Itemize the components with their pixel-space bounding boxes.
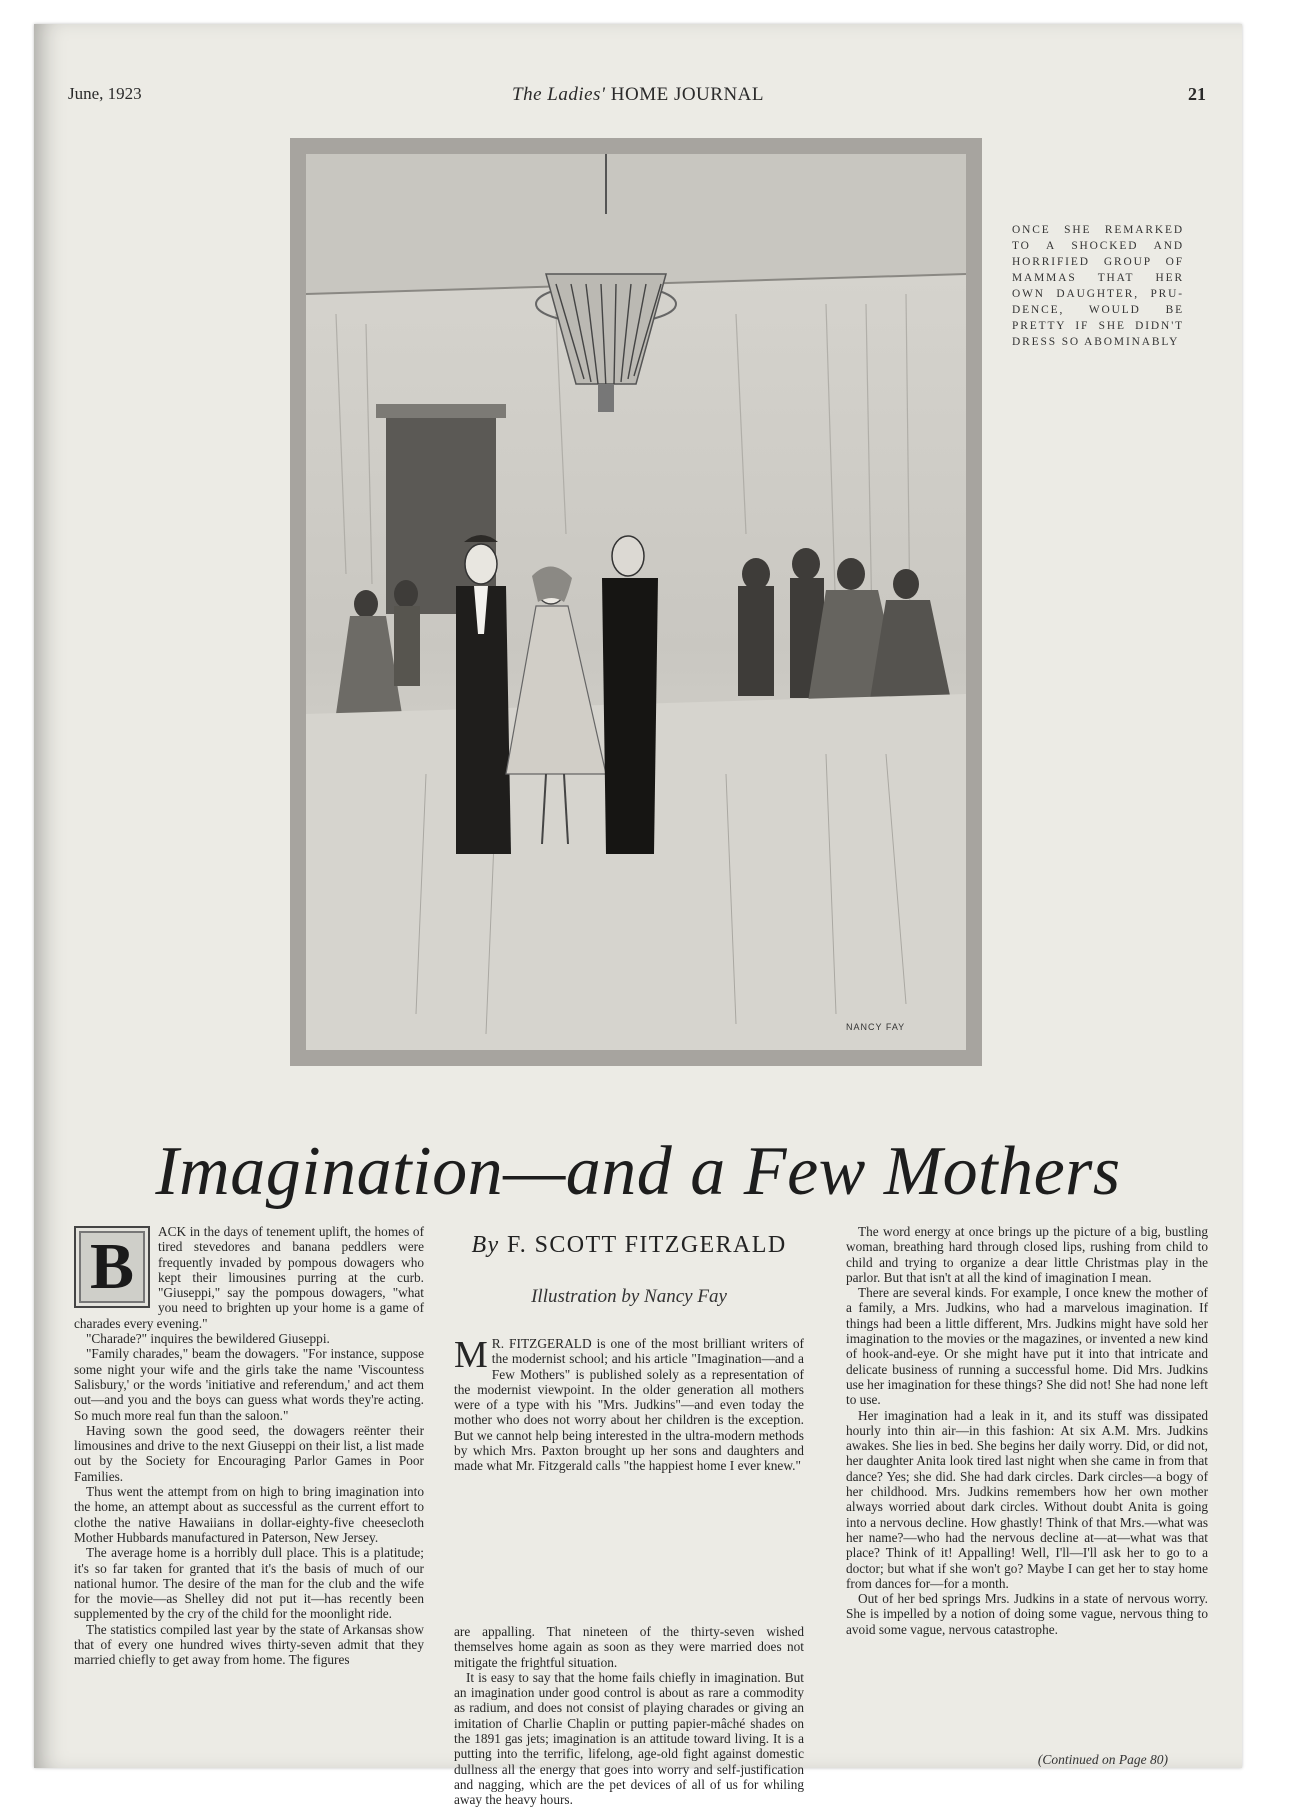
magazine-page (34, 24, 1242, 1808)
paragraph: Out of her bed springs Mrs. Judkins in a state of nervous worry. She is impelled by a notion of doing some vague, nervous thing to avoid some vague, nervous catastrophe. (846, 1591, 1208, 1637)
byline-by: By (471, 1232, 500, 1258)
paragraph: Having sown the good seed, the dowagers reënter their limousines and drive to the next Giuseppi on their list, a list made out by the Society for Encouraging Parlor Games in Poor Families. (74, 1422, 424, 1484)
artist-signature: NANCY FAY (846, 1022, 906, 1032)
illustration-caption: ONCE SHE REMARKED TO A SHOCKED AND HORRIFIED GROUP OF MAMMAS THAT HER OWN DAUGHTER, PRU-DENCE, WOULD BE PRETTY IF SHE DIDN'T DRESS SO ABOMINABLY (1012, 224, 1184, 348)
editor-note-text: R. FITZGERALD is one of the most brilliant writers of the modernist school; and his article "Imagination—and a Few Mothers" is published solely as a representation of the modernist viewpoint. In the older generation all mothers were of a type with his "Mrs. Judkins"—and even today the mother who does not worry about her children is the exception. But we cannot help being interested in the ultra-modern methods by which Mrs. Paxton brought up her sons and daughters and made what Mr. Fitzgerald calls "the happiest home I ever knew." (454, 1336, 804, 1474)
column-one (74, 1224, 424, 1668)
column-two (454, 1624, 804, 1808)
editor-note-initial: M (454, 1334, 488, 1376)
paragraph: Thus went the attempt from on high to bring imagination into the home, an attempt about as successful as the current effort to clothe the native Hawaiians in dollar-eighty-five cheesecloth Mother Hubbards manufactured in Paterson, New Jersey. (74, 1484, 424, 1545)
paragraph: It is easy to say that the home fails chiefly in imagination. But an imagination under good control is about as rare a commodity as radium, and does not consist of playing charades or giving an imitation of Charlie Chaplin or putting papier-mâché shades on the 1891 gas jets; imagination is an attitude toward living. It is a putting into the terrific, lifelong, age-old fight against domestic dullness all the energy that goes into worry and self-justification and nagging, which are the pet devices of all of us for whiling away the heavy hours. (454, 1669, 804, 1808)
column-three (846, 1224, 1208, 1637)
paragraph: "Charade?" inquires the bewildered Giuseppi. (86, 1331, 330, 1347)
author-name: F. SCOTT FITZGERALD (506, 1232, 787, 1258)
paragraph: Her imagination had a leak in it, and its stuff was dissipated hourly into thin air—in this fashion: At six A.M. Mrs. Judkins awakes. She lies in bed. She begins her daily worry. Did, or did not, her daughter Anita look tired last night when she came in from that dance? Yes; she did. She had dark circles. Dark circles—a bogy of her childhood. Mrs. Judkins remembers how her own mother always worried about dark circles. Without doubt Anita is going into a nervous decline. How ghastly! Think of that Mrs.—what was her name?—who had the nervous decline at—at—what was that place? Think of it! Appalling! Well, I'll—I'll ask her to go to a doctor; but what if she won't go? Maybe I can get her to stay home from dances for—for a month. (846, 1407, 1208, 1591)
continued-on-page: (Continued on Page 80) (1037, 1752, 1168, 1767)
journal-masthead (34, 84, 1242, 106)
issue-date: June, 1923 (68, 84, 142, 103)
continued-note (846, 1752, 1208, 1768)
paragraph: ACK in the days of tenement uplift, the homes of tired stevedores and banana peddlers were frequently invaded by pompous dowagers who kept their limousines purring at the curb. "Giuseppi," say the pompous dowagers, "what you need to brighten up your home is a game of charades every evening." (74, 1224, 424, 1331)
illustration-credit: Illustration by Nancy Fay (531, 1286, 727, 1307)
paragraph: There are several kinds. For example, I once knew the mother of a family, a Mrs. Judkins, who had a marvelous imagination. If things had been a little different, Mrs. Judkins might have sold her imagination to the movies or the magazines, or invented a new kind of hook-and-eye. Or she might have put it into that intricate and delicate business of running a successful home. Did Mrs. Judkins use her imagination for these things? She did not! She had none left to use. (846, 1285, 1208, 1408)
journal-name: HOME JOURNAL (610, 84, 764, 105)
journal-script-name: The Ladies' (512, 84, 606, 105)
paragraph: The average home is a horribly dull place. This is a platitude; it's so far taken for granted that it's the basis of much of our national humor. The desire of the man for the club and the wife for the movie—as Shelley did not put it—has recently been supplemented by the cry of the child for the moonlight ride. (74, 1545, 424, 1622)
paragraph: The statistics compiled last year by the state of Arkansas show that of every one hundred wives thirty-seven admit that they married chiefly to get away from home. The figures (74, 1621, 424, 1668)
ceiling (306, 154, 966, 294)
paragraph: "Family charades," beam the dowagers. "For instance, suppose some night your wife and the girls take the name 'Viscountess Salisbury,' or the words 'initiative and referendum,' and act them out—and you and the boys can guess what words they're acting. So much more real fun than the saloon." (74, 1346, 424, 1423)
drop-cap: B (74, 1226, 150, 1308)
editor-note (454, 1336, 804, 1474)
paragraph: The word energy at once brings up the picture of a big, bustling woman, breathing hard through closed lips, rushing from child to child and trying to organize a dear little Christmas play in the parlor. But that isn't at all the kind of imagination I mean. (846, 1224, 1208, 1285)
author-byline (454, 1232, 804, 1259)
article-title: Imagination—and a Few Mothers (155, 1133, 1121, 1210)
ballroom-illustration (306, 154, 966, 1050)
paragraph: are appalling. That nineteen of the thirty-seven wished themselves home again as soon as they were married does not mitigate the frightful situation. (454, 1624, 804, 1670)
illustration-frame (290, 138, 982, 1066)
page-number: 21 (1188, 84, 1206, 104)
ballroom-drawing (306, 154, 966, 1050)
